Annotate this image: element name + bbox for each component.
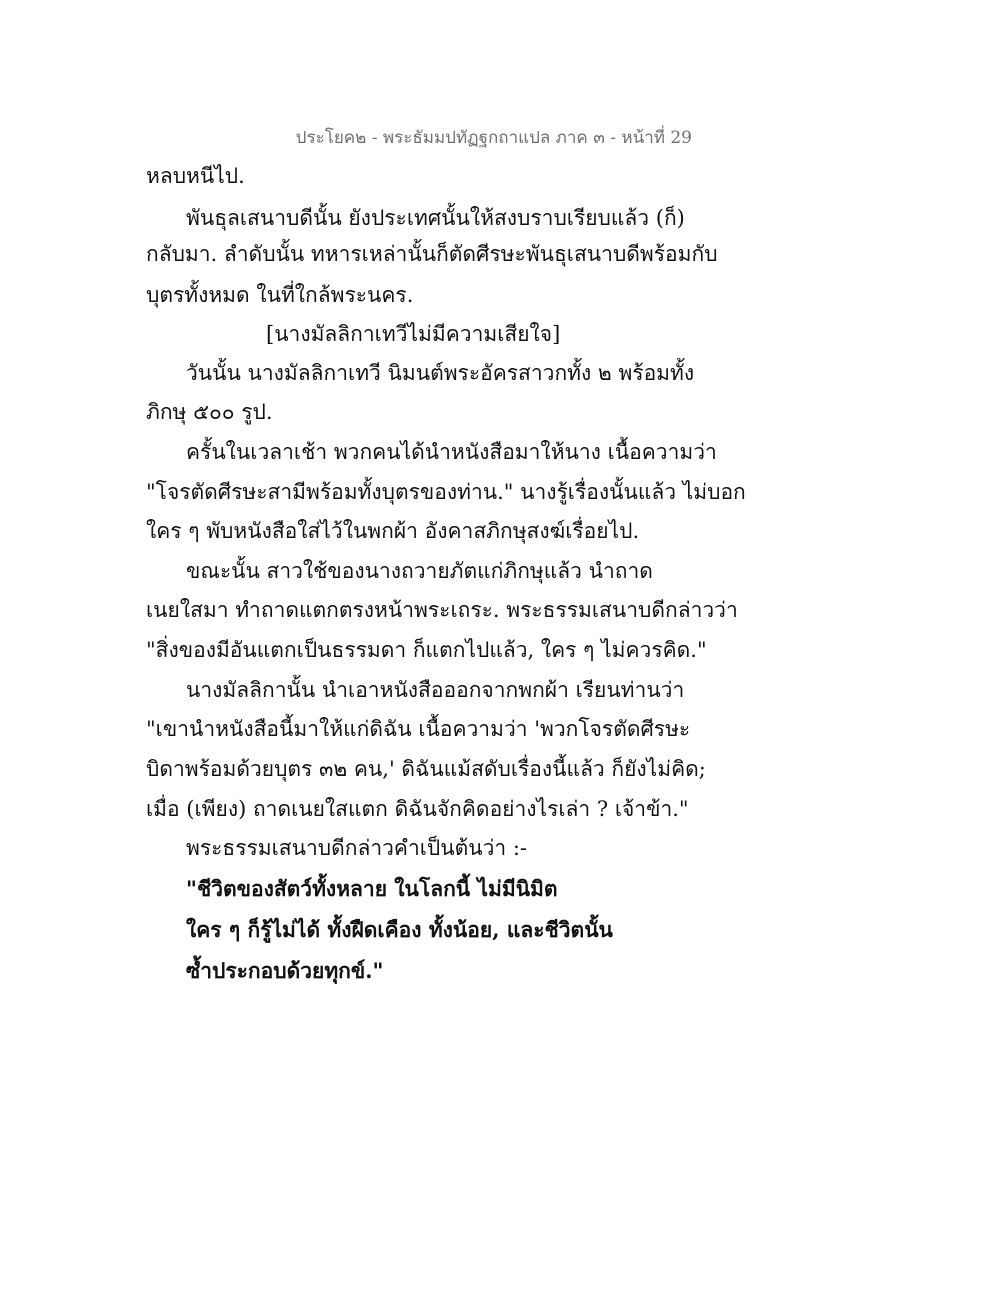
paragraph-line: ครั้นในเวลาเช้า พวกคนได้นำหนังสือมาให้นาง เนื้อความว่า — [186, 440, 717, 464]
paragraph-line: วันนั้น นางมัลลิกาเทวี นิมนต์พระอัครสาวกทั้ง ๒ พร้อมทั้ง — [186, 361, 695, 385]
text-line: เนยใสมา ทำถาดแตกตรงหน้าพระเถระ. พระธรรมเสนาบดีกล่าวว่า — [146, 598, 738, 622]
text-line: ใคร ๆ พับหนังสือใส่ไว้ในพกผ้า อังคาสภิกษุสงฆ์เรื่อยไป. — [146, 519, 640, 543]
text-line: เมื่อ (เพียง) ถาดเนยใสแตก ดิฉันจักคิดอย่างไรเล่า ? เจ้าข้า." — [146, 797, 689, 821]
paragraph-line: พระธรรมเสนาบดีกล่าวคำเป็นต้นว่า :- — [186, 836, 528, 860]
text-line: "โจรตัดศีรษะสามีพร้อมทั้งบุตรของท่าน." นางรู้เรื่องนั้นแล้ว ไม่บอก — [146, 480, 746, 504]
text-line: หลบหนีไป. — [146, 164, 245, 188]
paragraph-line: พันธุลเสนาบดีนั้น ยังประเทศนั้นให้สงบราบเรียบแล้ว (ก็) — [186, 206, 685, 230]
text-line: ภิกษุ ๕๐๐ รูป. — [146, 400, 273, 424]
text-line: บุตรทั้งหมด ในที่ใกล้พระนคร. — [146, 283, 414, 307]
running-header: ประโยค๒ - พระธัมมปทัฏฐกถาแปล ภาค ๓ - หน้าที่ 29 — [295, 128, 692, 148]
text-line: กลับมา. ลำดับนั้น ทหารเหล่านั้นก็ตัดศีรษะพันธุเสนาบดีพร้อมกับ — [146, 242, 718, 266]
verse-line: ซ้ำประกอบด้วยทุกข์." — [186, 958, 384, 983]
section-heading: [นางมัลลิกาเทวีไม่มีความเสียใจ] — [266, 322, 561, 346]
verse-line: ใคร ๆ ก็รู้ไม่ได้ ทั้งฝืดเคือง ทั้งน้อย, และชีวิตนั้น — [186, 917, 613, 942]
paragraph-line: นางมัลลิกานั้น นำเอาหนังสือออกจากพกผ้า เรียนท่านว่า — [186, 678, 685, 702]
paragraph-line: ขณะนั้น สาวใช้ของนางถวายภัตแก่ภิกษุแล้ว นำถาด — [186, 559, 653, 583]
text-line: "สิ่งของมีอันแตกเป็นธรรมดา ก็แตกไปแล้ว, ใคร ๆ ไม่ควรคิด." — [146, 638, 707, 662]
text-line: "เขานำหนังสือนี้มาให้แก่ดิฉัน เนื้อความว่า 'พวกโจรตัดศีรษะ — [146, 717, 691, 741]
verse-line: "ชีวิตของสัตว์ทั้งหลาย ในโลกนี้ ไม่มีนิมิต — [186, 876, 558, 901]
text-line: บิดาพร้อมด้วยบุตร ๓๒ คน,' ดิฉันแม้สดับเรื่องนี้แล้ว ก็ยังไม่คิด; — [146, 757, 706, 781]
